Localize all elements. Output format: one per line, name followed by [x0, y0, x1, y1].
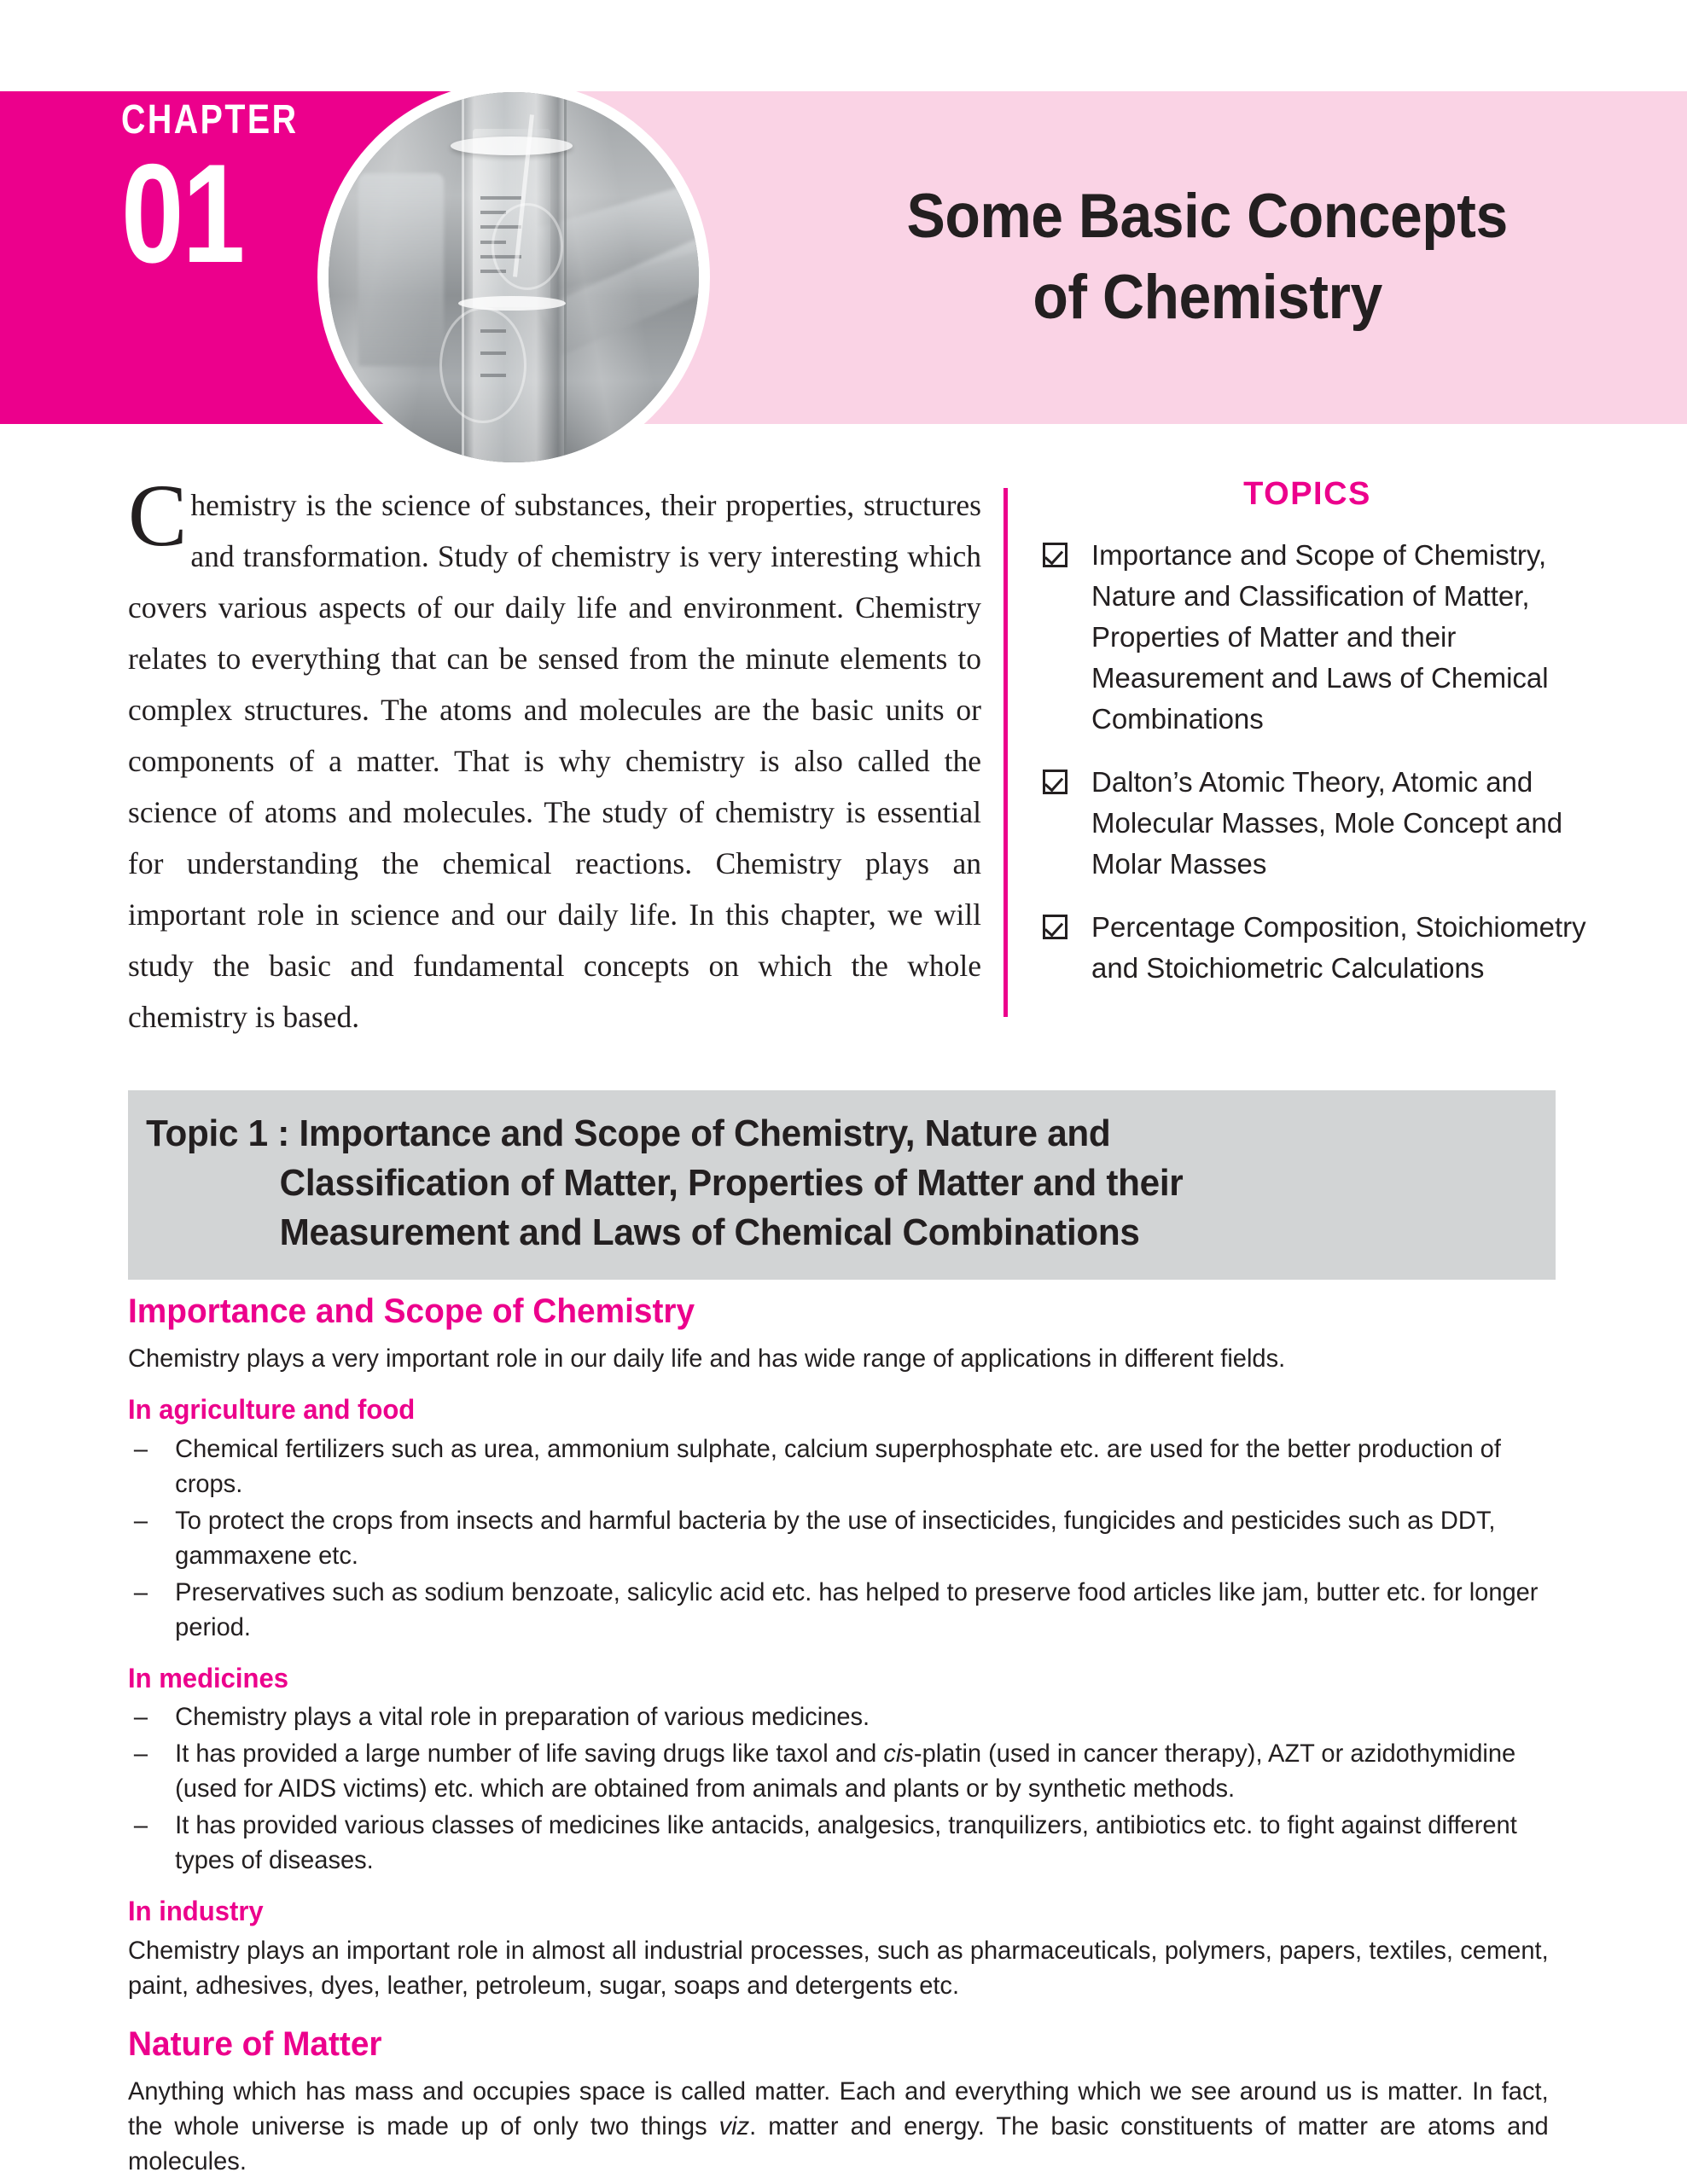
background-flask-blur: [358, 173, 444, 366]
intro-section: [0, 467, 1687, 1034]
topics-panel: [1043, 468, 1640, 1011]
list-item: – Chemistry plays a vital role in preparation of various medicines.: [128, 1699, 1549, 1734]
topic-list-item: [1043, 535, 1606, 740]
chapter-header-banner: [0, 91, 1687, 424]
list-agriculture-food: [128, 1432, 1570, 1645]
topic-banner-line-3: Measurement and Laws of Chemical Combinations: [279, 1211, 1140, 1253]
list-item: – Chemical fertilizers such as urea, ammonium sulphate, calcium superphosphate etc. are used for the better production of crops.: [128, 1432, 1549, 1502]
list-medicines: [128, 1699, 1570, 1878]
topic-banner-line-1: Topic 1 : Importance and Scope of Chemistry, Nature and: [146, 1112, 1111, 1154]
lab-glassware-photo: [329, 92, 699, 462]
intro-paragraph-text: hemistry is the science of substances, their properties, structures and transformation. Study of chemistry is very interesting which covers various aspects of our daily life and environment. Chemistry relates to everything that can be sensed from the minute elements to complex structures. The atoms and molecules are the basic units or components of a matter. That is why chemistry is also called the science of atoms and molecules. The study of chemistry is essential for understanding the chemical reactions. Chemistry plays an important role in science and our daily life. In this chapter, we will study the basic and fundamental concepts on which the whole chemistry is based.: [128, 488, 981, 1034]
italic-term-cis: cis: [883, 1740, 914, 1769]
topic-text: Importance and Scope of Chemistry, Nature and Classification of Matter, Properties of Matter and their Measurement and Laws of Chemical Combinations: [1091, 539, 1549, 735]
title-line-2: of Chemistry: [1033, 263, 1382, 332]
text-before-italic: It has provided a large number of life saving drugs like taxol and: [175, 1740, 884, 1769]
list-item: – It has provided various classes of medicines like antacids, analgesics, tranquilizers, antibiotics etc. to fight against different types of diseases.: [128, 1808, 1549, 1878]
chapter-label: CHAPTER: [121, 97, 299, 142]
main-body-content: [128, 1292, 1570, 2184]
cylinder-rim: [451, 136, 573, 155]
list-item-with-italic: [128, 1736, 1549, 1806]
list-item: – Preservatives such as sodium benzoate, salicylic acid etc. has helped to preserve food articles like jam, butter etc. for longer period.: [128, 1575, 1549, 1645]
topic-list-item: [1043, 762, 1606, 885]
heading-agriculture-food: In agriculture and food: [128, 1393, 416, 1425]
heading-industry: In industry: [128, 1896, 264, 1927]
heading-importance-scope: Importance and Scope of Chemistry: [128, 1292, 695, 1330]
drop-cap: C: [128, 467, 188, 565]
heading-nature-of-matter: Nature of Matter: [128, 2025, 382, 2064]
checkbox-checked-icon: [1043, 543, 1067, 567]
topic-text: Percentage Composition, Stoichiometry and Stoichiometric Calculations: [1091, 911, 1586, 984]
paragraph-importance-intro: Chemistry plays a very important role in our daily life and has wide range of applications in different fields.: [128, 1344, 1286, 1373]
list-item: – To protect the crops from insects and harmful bacteria by the use of insecticides, fungicides and pesticides such as DDT, gammaxene etc.: [128, 1503, 1549, 1573]
topic-banner-line-2: Classification of Matter, Properties of Matter and their: [279, 1162, 1184, 1204]
italic-term-viz: viz: [718, 2112, 750, 2141]
graduation-mark: [480, 196, 521, 200]
page-title: [751, 91, 1664, 424]
glass-swirl: [439, 307, 526, 423]
checkbox-checked-icon: [1043, 770, 1067, 794]
text-before-italic: Anything which has mass and occupies space is called matter. Each and everything which we see around us is matter. In fact, the whole universe is made up of only two things: [128, 2077, 1549, 2141]
heading-medicines: In medicines: [128, 1662, 289, 1693]
chapter-number: 01: [121, 135, 244, 292]
paragraph-industry: Chemistry plays an important role in almost all industrial processes, such as pharmaceuticals, polymers, papers, textiles, cement, paint, adhesives, dyes, leather, petroleum, sugar, soaps and detergents etc.: [128, 1937, 1549, 2001]
topics-heading: TOPICS: [1243, 476, 1371, 512]
text-after-italic: -platin (used in cancer therapy), AZT or azidothymidine (used for AIDS victims) etc. which are obtained from animals and plants or by synthetic methods.: [175, 1740, 1516, 1804]
title-line-1: Some Basic Concepts: [906, 182, 1509, 252]
checkbox-checked-icon: [1043, 915, 1067, 939]
topic-list-item: [1043, 907, 1606, 989]
topic-text: Dalton’s Atomic Theory, Atomic and Molecular Masses, Mole Concept and Molar Masses: [1091, 766, 1563, 880]
hero-circle-image: [317, 81, 710, 473]
column-divider: [1003, 488, 1008, 1017]
text-after-italic: . matter and energy. The basic constituents of matter are atoms and molecules.: [128, 2112, 1549, 2176]
topic-1-banner: [128, 1090, 1556, 1280]
intro-paragraph: [128, 467, 981, 1043]
glass-swirl: [492, 203, 563, 289]
paragraph-nature-of-matter: [128, 2074, 1549, 2179]
